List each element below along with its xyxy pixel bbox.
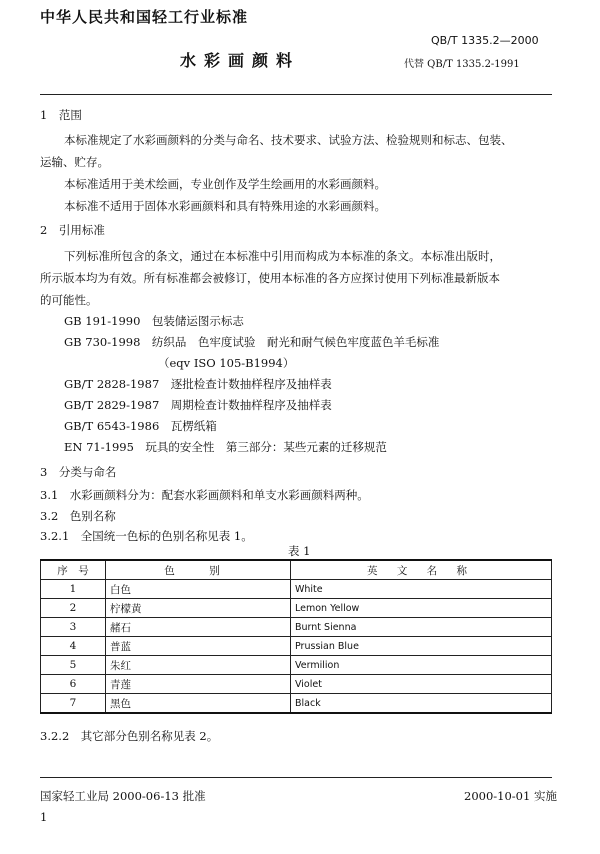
header-divider	[40, 94, 552, 95]
footer-divider	[40, 777, 552, 778]
approval-date: 国家轻工业局 2000-06-13 批准	[40, 789, 206, 803]
clause-3-2-2: 3.2.2 其它部分色别名称见表 2。	[40, 729, 219, 743]
clause-3-2-1: 3.2.1 全国统一色标的色别名称见表 1。	[40, 529, 253, 543]
row-english-name: Violet	[291, 675, 552, 694]
section-1-heading: 1 范围	[40, 108, 82, 122]
section-3-heading: 3 分类与命名	[40, 465, 117, 479]
row-number: 2	[41, 599, 106, 618]
column-header-color: 色 别	[106, 560, 291, 580]
row-number: 1	[41, 580, 106, 599]
table-row	[41, 637, 552, 656]
table-row	[41, 599, 552, 618]
reference-item: GB/T 2828-1987 逐批检查计数抽样程序及抽样表	[64, 377, 332, 391]
row-color-name: 黑色	[106, 694, 291, 714]
row-color-name: 朱红	[106, 656, 291, 675]
row-english-name: White	[291, 580, 552, 599]
s1-paragraph-2: 本标准适用于美术绘画，专业创作及学生绘画用的水彩画颜料。	[64, 177, 386, 191]
table-row	[41, 580, 552, 599]
table-row	[41, 694, 552, 714]
color-name-table	[40, 559, 552, 714]
table-row	[41, 618, 552, 637]
row-number: 6	[41, 675, 106, 694]
row-color-name: 白色	[106, 580, 291, 599]
row-number: 4	[41, 637, 106, 656]
clause-3-1: 3.1 水彩画颜料分为：配套水彩画颜料和单支水彩画颜料两种。	[40, 488, 369, 502]
row-color-name: 普蓝	[106, 637, 291, 656]
row-color-name: 柠檬黄	[106, 599, 291, 618]
reference-item: GB/T 6543-1986 瓦楞纸箱	[64, 419, 217, 433]
s2-paragraph-1b: 所示版本均为有效。所有标准都会被修订，使用本标准的各方应探讨使用下列标准最新版本	[40, 271, 500, 285]
s2-paragraph-1c: 的可能性。	[40, 293, 98, 307]
table-row	[41, 656, 552, 675]
row-number: 5	[41, 656, 106, 675]
document-title: 水彩画颜料	[180, 51, 301, 70]
reference-item: （eqv ISO 105-B1994）	[158, 356, 295, 370]
row-english-name: Lemon Yellow	[291, 599, 552, 618]
clause-3-2: 3.2 色别名称	[40, 509, 116, 523]
s2-paragraph-1a: 下列标准所包含的条文，通过在本标准中引用而构成为本标准的条文。本标准出版时，	[64, 249, 501, 263]
replaces-note: 代替 QB/T 1335.2-1991	[404, 59, 520, 70]
row-english-name: Burnt Sienna	[291, 618, 552, 637]
reference-item: GB/T 2829-1987 周期检查计数抽样程序及抽样表	[64, 398, 332, 412]
row-english-name: Vermilion	[291, 656, 552, 675]
reference-item: GB 730-1998 纺织品 色牢度试验 耐光和耐气候色牢度蓝色羊毛标准	[64, 335, 440, 349]
row-english-name: Black	[291, 694, 552, 714]
column-header-english-name: 英 文 名 称	[291, 560, 552, 580]
issuing-organization: 中华人民共和国轻工行业标准	[40, 8, 249, 26]
standard-code: QB/T 1335.2—2000	[431, 34, 539, 47]
s1-paragraph-3: 本标准不适用于固体水彩画颜料和具有特殊用途的水彩画颜料。	[64, 199, 386, 213]
column-header-number: 序 号	[41, 560, 106, 580]
table-caption: 表 1	[288, 544, 311, 558]
row-color-name: 青莲	[106, 675, 291, 694]
reference-item: GB 191-1990 包装储运图示标志	[64, 314, 244, 328]
page-number: 1	[40, 810, 48, 824]
table-header-row	[41, 560, 552, 580]
reference-item: EN 71-1995 玩具的安全性 第三部分：某些元素的迁移规范	[64, 440, 387, 454]
s1-paragraph-1b: 运输、贮存。	[40, 155, 109, 169]
section-2-heading: 2 引用标准	[40, 223, 105, 237]
row-english-name: Prussian Blue	[291, 637, 552, 656]
s1-paragraph-1a: 本标准规定了水彩画颜料的分类与命名、技术要求、试验方法、检验规则和标志、包装、	[64, 133, 513, 147]
row-number: 7	[41, 694, 106, 714]
table-row	[41, 675, 552, 694]
row-color-name: 赭石	[106, 618, 291, 637]
row-number: 3	[41, 618, 106, 637]
implementation-date: 2000-10-01 实施	[464, 789, 557, 803]
